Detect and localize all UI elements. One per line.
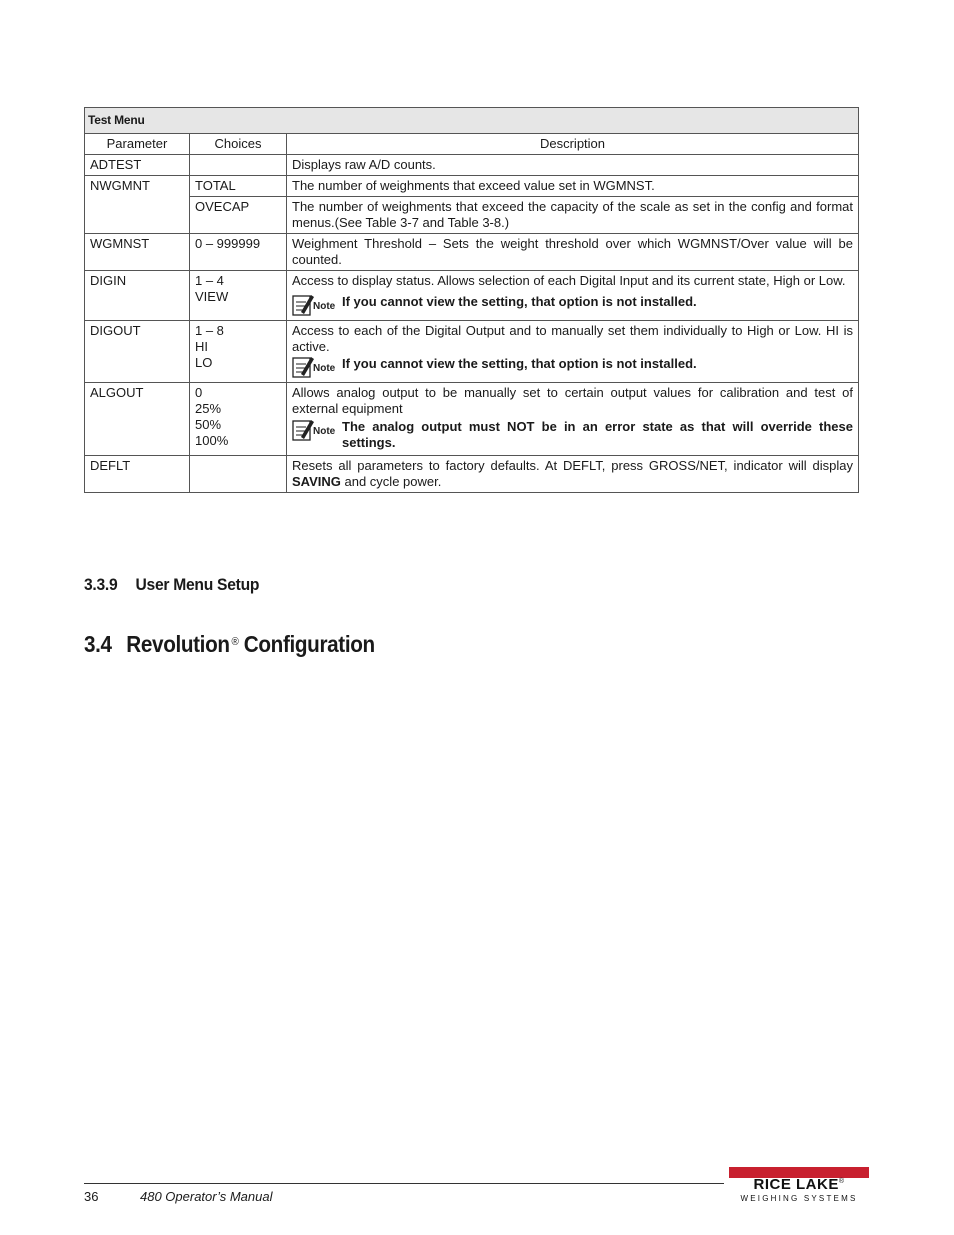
- col-header-choices: Choices: [190, 134, 287, 155]
- param-cell: ALGOUT: [85, 383, 190, 456]
- choices-cell: [190, 155, 287, 176]
- choices-cell: OVECAP: [190, 197, 287, 234]
- svg-text:Note: Note: [313, 363, 336, 374]
- choices-cell: [190, 383, 287, 456]
- choice-item: 0: [195, 385, 203, 400]
- section-number: 3.3.9: [84, 575, 118, 594]
- choices-cell: [190, 321, 287, 383]
- choice-item: 1 – 8: [195, 323, 224, 338]
- registered-mark: ®: [231, 636, 239, 648]
- choice-item: LO: [195, 355, 213, 370]
- table-row: [85, 321, 859, 383]
- logo-wordmark: RICE LAKE®: [753, 1176, 845, 1193]
- svg-text:Note: Note: [313, 301, 336, 312]
- param-cell: WGMNST: [85, 234, 190, 271]
- note-text: If you cannot view the setting, that option is not installed.: [342, 294, 697, 309]
- section-title-part: Revolution: [126, 631, 230, 657]
- section-heading-3-4: [84, 631, 375, 658]
- col-header-description: Description: [287, 134, 859, 155]
- param-cell: ADTEST: [85, 155, 190, 176]
- choice-item: 100%: [195, 433, 229, 448]
- manual-title: 480 Operator’s Manual: [140, 1189, 273, 1204]
- section-title: User Menu Setup: [135, 575, 260, 594]
- desc-text: Access to display status. Allows selection of each Digital Input and its current state, High or Low.: [292, 273, 846, 288]
- section-heading-3-3-9: [84, 575, 259, 595]
- desc-cell: [287, 383, 859, 456]
- section-number: 3.4: [84, 631, 112, 657]
- desc-cell: The number of weighments that exceed value set in WGMNST.: [287, 176, 859, 197]
- choice-item: 25%: [195, 401, 222, 416]
- note-icon: [292, 419, 342, 441]
- choice-item: 50%: [195, 417, 222, 432]
- test-menu-table: [84, 107, 859, 493]
- desc-text: Resets all parameters to factory defaults. At DEFLT, press GROSS/NET, indicator will display: [292, 458, 853, 473]
- table-row: [85, 383, 859, 456]
- section-title-part: Configuration: [243, 631, 375, 657]
- param-cell: DIGIN: [85, 271, 190, 321]
- desc-text: Allows analog output to be manually set to certain output values for calibration and test of external equipment: [292, 385, 853, 416]
- note-block: [292, 419, 853, 451]
- param-cell: NWGMNT: [85, 176, 190, 234]
- table-row: [85, 271, 859, 321]
- note-icon: [292, 356, 342, 378]
- choices-cell: 0 – 999999: [190, 234, 287, 271]
- table-title: Test Menu: [85, 108, 859, 134]
- note-block: [292, 356, 853, 378]
- choice-item: 1 – 4: [195, 273, 224, 288]
- choices-cell: TOTAL: [190, 176, 287, 197]
- table-row: [85, 234, 859, 271]
- svg-text:Note: Note: [313, 426, 336, 437]
- table-row: [85, 456, 859, 493]
- desc-text: Access to each of the Digital Output and to manually set them individually to High or Low. HI is active.: [292, 323, 853, 354]
- table-row: [85, 197, 859, 234]
- choice-item: VIEW: [195, 289, 229, 304]
- rice-lake-logo: [729, 1167, 869, 1207]
- note-icon: [292, 294, 342, 316]
- page-number: 36: [84, 1189, 99, 1204]
- desc-cell: The number of weighments that exceed the capacity of the scale as set in the config and format menus.(See Table 3-7 and Table 3-8.): [287, 197, 859, 234]
- desc-cell: Weighment Threshold – Sets the weight threshold over which WGMNST/Over value will be counted.: [287, 234, 859, 271]
- param-cell: DIGOUT: [85, 321, 190, 383]
- table-row: [85, 176, 859, 197]
- choices-cell: [190, 271, 287, 321]
- desc-cell: [287, 321, 859, 383]
- col-header-parameter: Parameter: [85, 134, 190, 155]
- desc-tail-text: and cycle power.: [340, 474, 442, 489]
- note-text: The analog output must NOT be in an error state as that will override these settings.: [342, 419, 853, 450]
- choice-item: HI: [195, 339, 208, 354]
- footer-divider: [84, 1183, 724, 1184]
- desc-cell: [287, 271, 859, 321]
- desc-cell: [287, 456, 859, 493]
- desc-bold-text: SAVING: [292, 474, 341, 489]
- desc-cell: Displays raw A/D counts.: [287, 155, 859, 176]
- param-cell: DEFLT: [85, 456, 190, 493]
- note-text: If you cannot view the setting, that option is not installed.: [342, 356, 697, 371]
- choices-cell: [190, 456, 287, 493]
- note-block: [292, 294, 853, 316]
- table-row: [85, 155, 859, 176]
- logo-tagline: WEIGHING SYSTEMS: [740, 1194, 858, 1203]
